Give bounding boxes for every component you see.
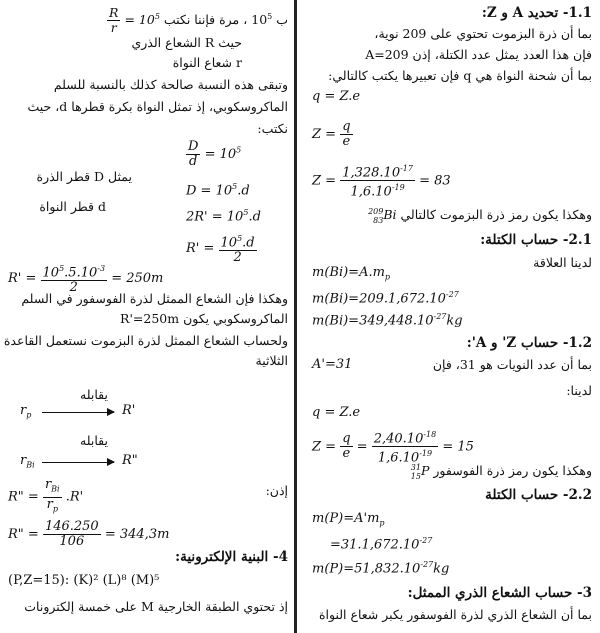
arrow-to: R' (122, 403, 136, 418)
equation: $m(Bi)=209.1,672.10^{-27}$ (312, 290, 459, 307)
arrow-from: $r_p$ (20, 403, 32, 420)
equation: R" = $\frac{146.250}{106}$ = 344,3m (8, 519, 170, 549)
text-line: بما أن عدد النويات هو 31، فإن (432, 357, 592, 372)
equation: $m(Bi)=349,448.10^{-27}kg$ (312, 312, 463, 329)
right-column (300, 0, 600, 633)
text-line: r شعاع النواة (172, 55, 242, 70)
text-line: نكتب: (257, 121, 288, 136)
equation: $m(P)=A'm_p$ (312, 511, 385, 528)
equation: $m(P)=51,832.10^{-27}kg$ (312, 560, 450, 577)
equation: Z = $\frac{q}{e}$ (312, 119, 351, 149)
text-line: لدينا: (566, 383, 592, 398)
text-line: وهكذا فإن الشعاع الممثل لذرة الفوسفور في السلم (21, 291, 288, 306)
arrow-from: $r_{Bi}$ (20, 453, 35, 470)
equation: $=31.1,672.10^{-27}$ (330, 536, 433, 553)
section-1-2-title: 1.2- حساب Z' و A': (466, 335, 592, 351)
equation: $m(Bi)=A.m_p$ (312, 265, 391, 282)
right-arrow-icon (42, 412, 114, 413)
text-line: لدينا العلاقة (533, 255, 592, 270)
text-line: فإن هذا العدد يمثل عدد الكتلة، إذن A=209 (365, 47, 592, 62)
text-line: الماكروسكوبي يكون R'=250m (120, 311, 288, 326)
equation: Z = $\frac{q}{e}$ = $\frac{2,40.10^{-18}}{1,6.10^{-19}}$ = 15 (312, 430, 474, 466)
equation: Z = $\frac{1,328.10^{-17}}{1,6.10^{-19}}$ = 83 (312, 164, 451, 200)
equation: $\frac{D}{d}$ = $10^5$ (188, 139, 242, 169)
right-arrow-icon (42, 462, 114, 463)
section-2-2-title: 2.2- حساب الكتلة (485, 487, 592, 503)
label-atom-diameter: يمثل D قطر الذرة (36, 169, 132, 184)
text-line: حيث R الشعاع الذري (131, 35, 242, 50)
equation: A'=31 (312, 357, 353, 372)
text-line: إذ تحتوي الطبقة الخارجية M على خمسة إلكترونات (24, 599, 288, 614)
section-2-1-title: 2.1- حساب الكتلة: (480, 232, 592, 248)
text-line: الماكروسكوبي، إذ تمثل النواة بكرة قطرها d، حيث (27, 99, 288, 114)
arrow-label: يقابله (80, 433, 108, 448)
text-line: وتبقى هذه النسبة صالحة كذلك بالنسبة للسلم (53, 77, 288, 92)
text-line: بما أن الشعاع الذري لذرة الفوسفور يكبر شعاع النواة (318, 607, 592, 622)
label-nucleus-diameter: d قطر النواة (39, 199, 106, 214)
section-4-title: 4- البنية الإلكترونية: (175, 549, 288, 565)
section-1-1-title: 1.1- تحديد A و Z: (481, 5, 592, 21)
equation: R' = $\frac{10^5.d}{2}$ (186, 234, 255, 266)
equation: q = Z.e (312, 405, 361, 420)
arrow-to: R" (122, 453, 138, 468)
equation: $D = 10^5.d$ (186, 182, 250, 199)
equation: R' = $\frac{10^5.5.10^{-3}}{2}$ = 250m (8, 264, 164, 296)
text-line: إذن: (265, 483, 288, 498)
text-line: ب $10^5$ ، مرة فإننا نكتب $\frac{R}{r}$ = $10^5$ (109, 5, 288, 35)
text-line: بما أن ذرة البزموت تحتوي على 209 نوية، (374, 26, 592, 41)
text-line: بما أن شحنة النواة هي q فإن تعبيرها يكتب كالتالي: (328, 68, 592, 83)
text-line: وهكذا يكون رمز ذرة البزموت كالتالي 209 83 Bi (368, 206, 592, 225)
electron-configuration: (P,Z=15): (K)² (L)⁸ (M)⁵ (8, 573, 160, 588)
column-divider (294, 0, 297, 633)
equation: $2R' = 10^5.d$ (186, 208, 261, 225)
text-line: ولحساب الشعاع الممثل لذرة البزموت نستعمل القاعدة (3, 333, 288, 348)
left-column (0, 0, 292, 633)
section-3-title: 3- حساب الشعاع الذري الممثل: (407, 585, 592, 601)
text-line: وهكذا يكون رمز ذرة الفوسفور 31 15 P (410, 462, 592, 481)
equation: q = Z.e (312, 89, 361, 104)
equation: R" = $\frac{r_{Bi}}{r_p}$ .R' (8, 477, 84, 514)
arrow-label: يقابله (80, 387, 108, 402)
text-line: الثلاثية (255, 353, 288, 368)
